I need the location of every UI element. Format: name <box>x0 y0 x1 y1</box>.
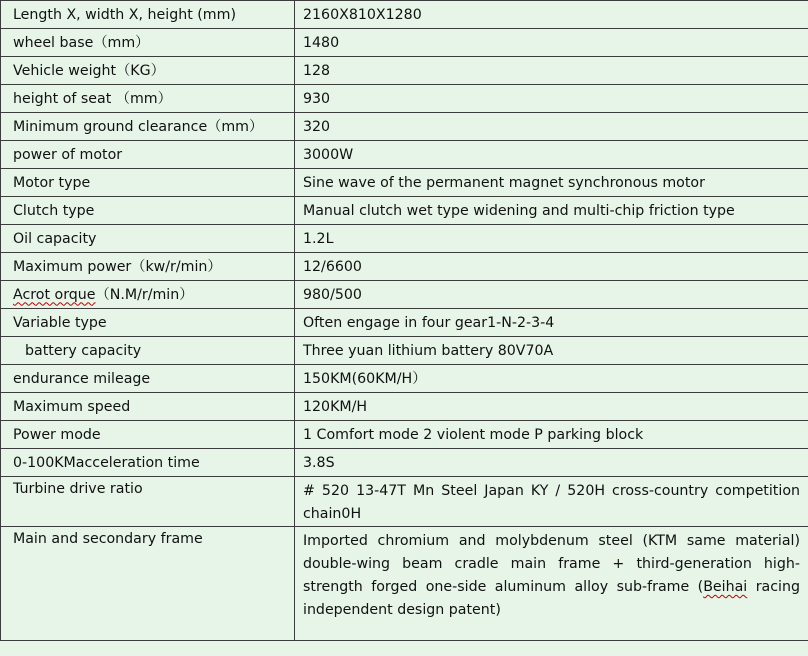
spec-label <box>1 281 295 309</box>
spec-value: 1 Comfort mode 2 violent mode P parking block <box>295 421 808 449</box>
spec-value: 120KM/H <box>295 393 808 421</box>
spec-value: 980/500 <box>295 281 808 309</box>
spec-label: Variable type <box>1 309 295 337</box>
spec-label: Vehicle weight（KG） <box>1 57 295 85</box>
table-row <box>1 197 808 225</box>
spec-value: 150KM(60KM/H） <box>295 365 808 393</box>
table-row <box>1 57 808 85</box>
spec-value: # 520 13-47T Mn Steel Japan KY / 520H cross-country competition chain0H <box>295 477 808 527</box>
table-row <box>1 477 808 527</box>
spec-label: Power mode <box>1 421 295 449</box>
spec-label: wheel base（mm） <box>1 29 295 57</box>
table-row <box>1 309 808 337</box>
spec-label: power of motor <box>1 141 295 169</box>
spec-value: 930 <box>295 85 808 113</box>
spec-value: Sine wave of the permanent magnet synchronous motor <box>295 169 808 197</box>
table-row <box>1 337 808 365</box>
spec-label: Minimum ground clearance（mm） <box>1 113 295 141</box>
spec-label: Motor type <box>1 169 295 197</box>
spec-value <box>295 527 808 641</box>
table-row <box>1 113 808 141</box>
spec-value: 12/6600 <box>295 253 808 281</box>
spellcheck-flagged-text: Acrot orque <box>13 286 96 303</box>
spec-label: Turbine drive ratio <box>1 477 295 527</box>
spec-value: 3000W <box>295 141 808 169</box>
spec-value-text: racing independent design patent) <box>303 579 800 618</box>
table-row <box>1 225 808 253</box>
spec-value: 320 <box>295 113 808 141</box>
table-row <box>1 527 808 641</box>
table-row <box>1 253 808 281</box>
spec-value: 3.8S <box>295 449 808 477</box>
spec-label: Oil capacity <box>1 225 295 253</box>
spellcheck-flagged-text: Beihai <box>703 579 748 595</box>
spec-label: endurance mileage <box>1 365 295 393</box>
spec-label: Length X, width X, height (mm) <box>1 1 295 29</box>
table-row <box>1 29 808 57</box>
spec-label: Maximum power（kw/r/min） <box>1 253 295 281</box>
spec-value: Three yuan lithium battery 80V70A <box>295 337 808 365</box>
spec-value: 1480 <box>295 29 808 57</box>
table-row <box>1 281 808 309</box>
spec-value-text: Imported chromium and molybdenum steel (KTM same material) double-wing beam cradle main frame + third-generation high-strength forged one-side aluminum alloy sub-frame ( <box>303 533 800 595</box>
table-row <box>1 85 808 113</box>
spec-value: 1.2L <box>295 225 808 253</box>
spec-label: Main and secondary frame <box>1 527 295 641</box>
spec-label-unit: （N.M/r/min） <box>95 286 194 303</box>
table-row <box>1 1 808 29</box>
spec-label: Clutch type <box>1 197 295 225</box>
spec-label: battery capacity <box>1 337 295 365</box>
table-row <box>1 169 808 197</box>
spec-label: 0-100KMacceleration time <box>1 449 295 477</box>
table-row <box>1 421 808 449</box>
spec-value: Often engage in four gear1-N-2-3-4 <box>295 309 808 337</box>
spec-label: Maximum speed <box>1 393 295 421</box>
table-row <box>1 449 808 477</box>
spec-value: Manual clutch wet type widening and multi-chip friction type <box>295 197 808 225</box>
spec-value: 2160X810X1280 <box>295 1 808 29</box>
spec-value: 128 <box>295 57 808 85</box>
table-row <box>1 141 808 169</box>
spec-label: height of seat （mm） <box>1 85 295 113</box>
table-row <box>1 393 808 421</box>
table-row <box>1 365 808 393</box>
